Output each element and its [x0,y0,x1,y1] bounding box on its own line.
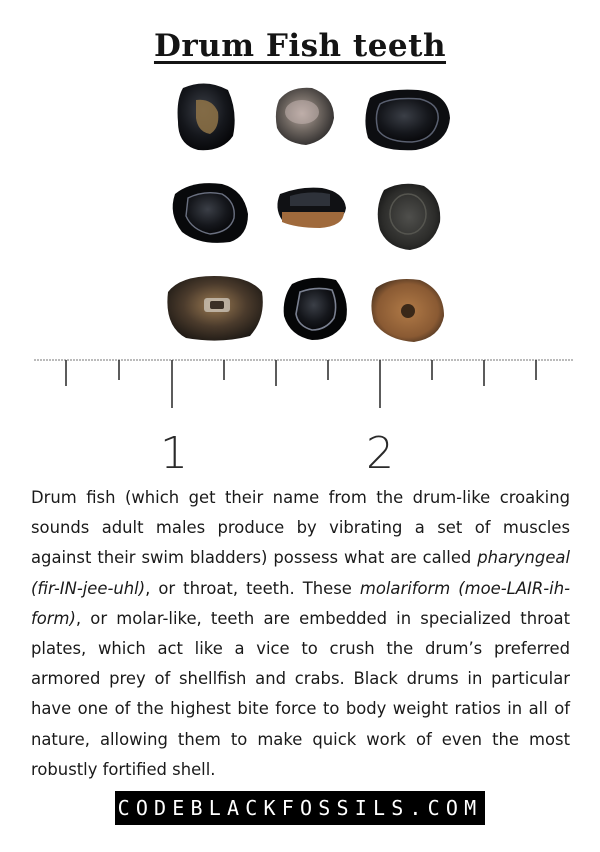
brand-banner: CODEBLACKFOSSILS.COM [115,791,485,825]
ruler-label-1: 1 [160,428,188,479]
tooth-6 [378,184,440,250]
tooth-2 [276,88,334,145]
description-paragraph [31,483,570,785]
ruler-scale [0,350,600,480]
ruler-label-2: 2 [366,428,394,479]
tooth-9 [371,279,444,342]
ruler [0,350,600,480]
tooth-3 [365,90,450,151]
tooth-4 [173,183,248,243]
paragraph-part-2: , or throat, teeth. These [145,578,360,598]
tooth-7 [167,276,262,341]
paragraph-part-1: Drum fish (which get their name from the drum-like croaking sounds adult males produce by vibrating a set of muscles against their swim bladders) possess what are called [31,488,570,568]
tooth-8 [284,278,347,340]
paragraph-part-3: , or molar-like, teeth are embedded in specialized throat plates, which act like a vice to crush the drum’s preferred armored prey of shellfish and crabs. Black drums in particular have one of the highest bite force to body weight ratios in all of nature, allowing them to make quick work of even the most robustly fortified shell. [31,608,570,779]
page-title: Drum Fish teeth [153,28,447,64]
tooth-1 [178,83,235,150]
term-pharyngeal: pharyngeal (fir-IN-jee-uhl) [31,548,570,598]
term-molariform: molariform (moe-LAIR-ih-form) [31,578,570,628]
teeth-photo [0,0,600,360]
tooth-5 [277,188,346,228]
